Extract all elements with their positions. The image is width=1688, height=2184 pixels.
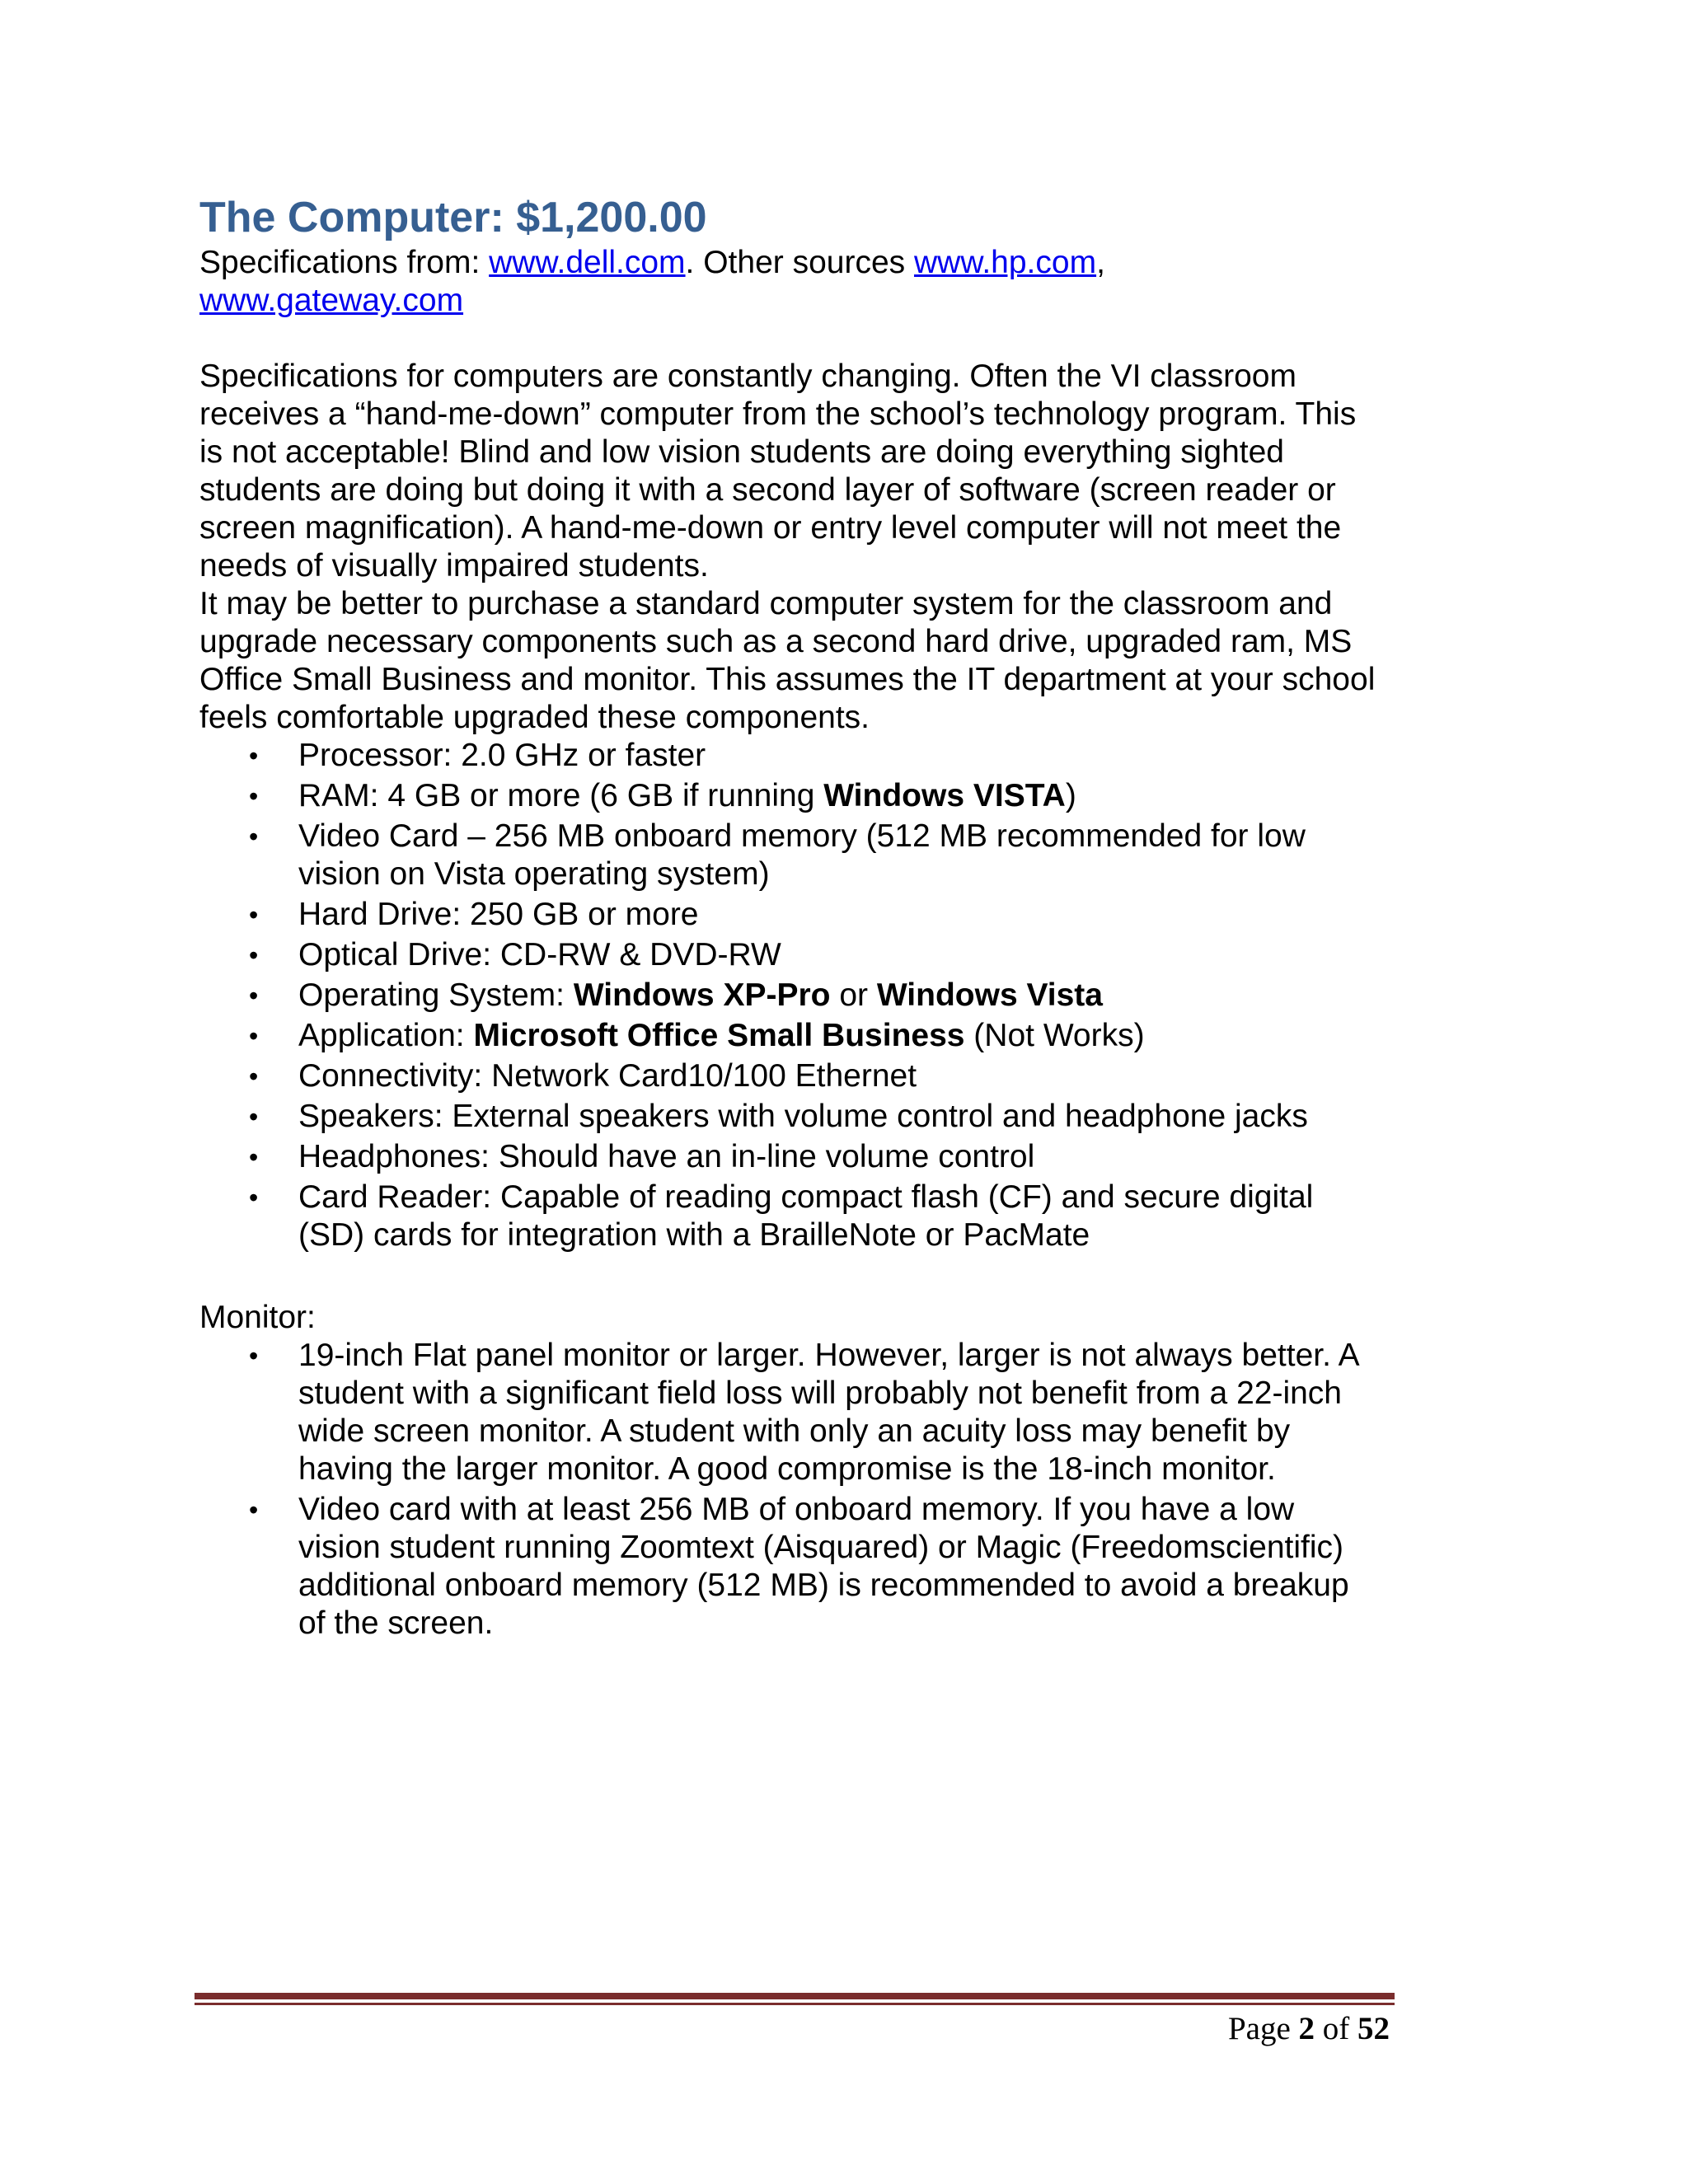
spec-bold-text: Windows XP-Pro xyxy=(573,977,831,1013)
spec-item-optical xyxy=(199,936,1403,974)
sources-line xyxy=(199,244,1403,320)
spec-text: ) xyxy=(1065,778,1076,813)
monitor-text: 19-inch Flat panel monitor or larger. However, larger is not always better. A student with a significant field loss will probably not benefit from a 22-inch wide screen monitor. A student with only an acuity loss may benefit by having the larger monitor. A good compromise is the 18-inch monitor. xyxy=(298,1338,1358,1487)
page-number xyxy=(1228,2006,1390,2052)
monitor-item-size xyxy=(199,1337,1403,1488)
sources-comma: , xyxy=(1096,245,1105,280)
sources-middle: . Other sources xyxy=(685,245,914,280)
spacer xyxy=(199,320,1403,358)
section-heading: The Computer: $1,200.00 xyxy=(199,194,707,241)
intro-paragraph-2: It may be better to purchase a standard computer system for the classroom and upgrade necessary components such as a second hard drive, upgraded ram, MS Office Small Business and monitor. This assumes the IT department at your school feels comfortable upgraded these components. xyxy=(199,586,1376,735)
current-page: 2 xyxy=(1298,2011,1315,2046)
bullet-icon: • xyxy=(249,781,259,811)
spec-text: Connectivity: Network Card10/100 Ethernet xyxy=(298,1058,917,1094)
page-content xyxy=(199,191,1403,1643)
spec-list xyxy=(199,737,1403,1254)
monitor-list xyxy=(199,1337,1403,1643)
spec-text: Operating System: xyxy=(298,977,574,1013)
spec-text: Application: xyxy=(298,1018,474,1053)
monitor-text: Video card with at least 256 MB of onboard memory. If you have a low vision student running Zoomtext (Aisquared) or Magic (Freedomscientific) additional onboard memory (512 MB) is recommended to avoid a breakup of the screen. xyxy=(298,1492,1349,1641)
spec-text: Speakers: External speakers with volume control and headphone jacks xyxy=(298,1099,1308,1134)
spec-text: Optical Drive: CD-RW & DVD-RW xyxy=(298,937,781,972)
sources-prefix: Specifications from: xyxy=(199,245,490,280)
bullet-icon: • xyxy=(249,822,259,851)
monitor-item-video xyxy=(199,1491,1403,1643)
spacer xyxy=(199,1254,1403,1292)
dell-link[interactable]: www.dell.com xyxy=(489,245,686,280)
bullet-icon: • xyxy=(249,981,259,1010)
spec-text: Headphones: Should have an in-line volume control xyxy=(298,1139,1035,1174)
hp-link[interactable]: www.hp.com xyxy=(913,245,1097,280)
spec-item-connectivity xyxy=(199,1057,1403,1095)
spec-text: RAM: 4 GB or more (6 GB if running xyxy=(298,778,824,813)
spec-item-card-reader xyxy=(199,1179,1403,1254)
spec-bold-text: Windows VISTA xyxy=(823,778,1066,813)
bullet-icon: • xyxy=(249,1021,259,1051)
spec-text: Card Reader: Capable of reading compact flash (CF) and secure digital (SD) cards for integration with a BrailleNote or PacMate xyxy=(298,1179,1314,1253)
spec-text: Processor: 2.0 GHz or faster xyxy=(298,738,706,773)
spec-bold-text: Microsoft Office Small Business xyxy=(473,1018,965,1053)
intro-paragraph-1: Specifications for computers are constantly changing. Often the VI classroom receives a “hand-me-down” computer from the school’s technology program. This is not acceptable! Blind and low vision students are doing everything sighted students are doing but doing it with a second layer of software (screen reader or screen magnification). A hand-me-down or entry level computer will not meet the needs of visually impaired students. xyxy=(199,359,1357,583)
monitor-label: Monitor: xyxy=(199,1300,316,1335)
page-word: Page xyxy=(1227,2011,1299,2046)
bullet-icon: • xyxy=(249,1142,259,1172)
gateway-link[interactable]: www.gateway.com xyxy=(199,283,464,318)
spec-item-ram xyxy=(199,777,1403,815)
bullet-icon: • xyxy=(249,900,259,930)
spec-item-speakers xyxy=(199,1098,1403,1136)
bullet-icon: • xyxy=(249,1495,259,1525)
spec-item-hard-drive xyxy=(199,896,1403,934)
spec-item-headphones xyxy=(199,1138,1403,1176)
bullet-icon: • xyxy=(249,741,259,771)
spec-item-processor xyxy=(199,737,1403,775)
spec-item-application xyxy=(199,1017,1403,1055)
spec-text: (Not Works) xyxy=(964,1018,1145,1053)
footer-divider-thin xyxy=(195,2003,1395,2005)
bullet-icon: • xyxy=(249,1183,259,1212)
of-word: of xyxy=(1315,2011,1357,2046)
spec-bold-text: Windows Vista xyxy=(876,977,1103,1013)
spec-text: Hard Drive: 250 GB or more xyxy=(298,897,699,932)
spec-item-os xyxy=(199,977,1403,1015)
spec-item-video xyxy=(199,818,1403,893)
total-pages: 52 xyxy=(1357,2011,1390,2046)
bullet-icon: • xyxy=(249,1062,259,1091)
footer-divider-thick xyxy=(195,1993,1395,1999)
spec-text: or xyxy=(830,977,877,1013)
bullet-icon: • xyxy=(249,1102,259,1132)
spec-text: Video Card – 256 MB onboard memory (512 MB recommended for low vision on Vista operating system) xyxy=(298,818,1306,892)
bullet-icon: • xyxy=(249,940,259,970)
bullet-icon: • xyxy=(249,1341,259,1371)
